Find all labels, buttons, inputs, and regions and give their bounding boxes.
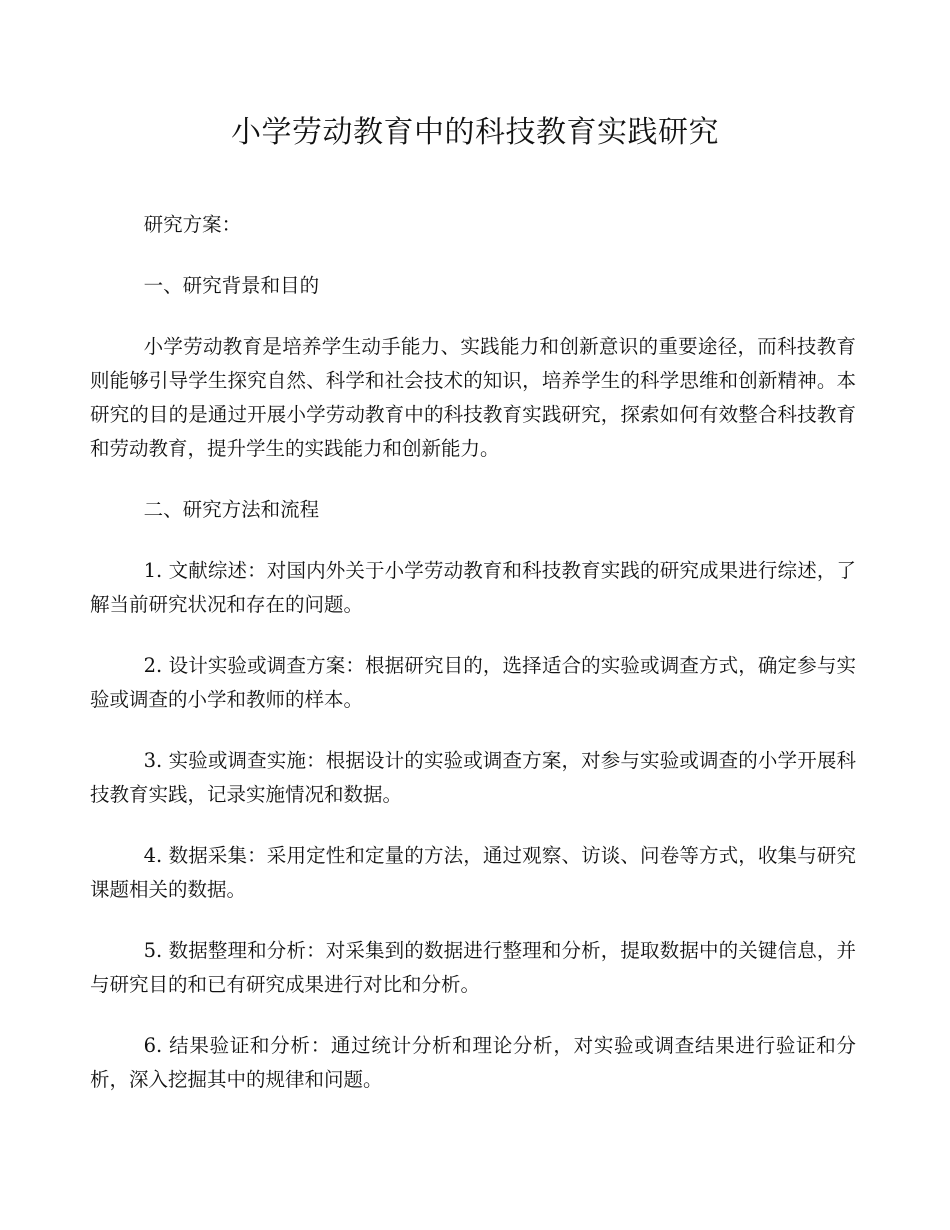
section-paragraph-background: 小学劳动教育是培养学生动手能力、实践能力和创新意识的重要途径，而科技教育则能够引导学生探究自然、科学和社会技术的知识，培养学生的科学思维和创新精神。本研究的目的是通过开展小学劳动教育中的科技教育实践研究，探索如何有效整合科技教育和劳动教育，提升学生的实践能力和创新能力。 xyxy=(90,335,856,460)
document-title: 小学劳动教育中的科技教育实践研究 xyxy=(231,115,719,150)
plan-label: 研究方案： xyxy=(143,213,242,236)
method-item: 3. 实验或调查实施：根据设计的实验或调查方案，对参与实验或调查的小学开展科技教育实践，记录实施情况和数据。 xyxy=(90,749,856,806)
method-item: 4. 数据采集：采用定性和定量的方法，通过观察、访谈、问卷等方式，收集与研究课题相关的数据。 xyxy=(90,844,856,901)
method-item: 1. 文献综述：对国内外关于小学劳动教育和科技教育实践的研究成果进行综述，了解当前研究状况和存在的问题。 xyxy=(90,559,856,616)
document-body xyxy=(90,208,856,1124)
section-heading-background: 一、研究背景和目的 xyxy=(143,274,320,297)
section-heading-methods: 二、研究方法和流程 xyxy=(143,498,320,521)
method-item: 2. 设计实验或调查方案：根据研究目的，选择适合的实验或调查方式，确定参与实验或调查的小学和教师的样本。 xyxy=(90,654,856,711)
method-item: 5. 数据整理和分析：对采集到的数据进行整理和分析，提取数据中的关键信息，并与研究目的和已有研究成果进行对比和分析。 xyxy=(90,939,856,996)
method-item: 6. 结果验证和分析：通过统计分析和理论分析，对实验或调查结果进行验证和分析，深入挖掘其中的规律和问题。 xyxy=(90,1034,856,1091)
